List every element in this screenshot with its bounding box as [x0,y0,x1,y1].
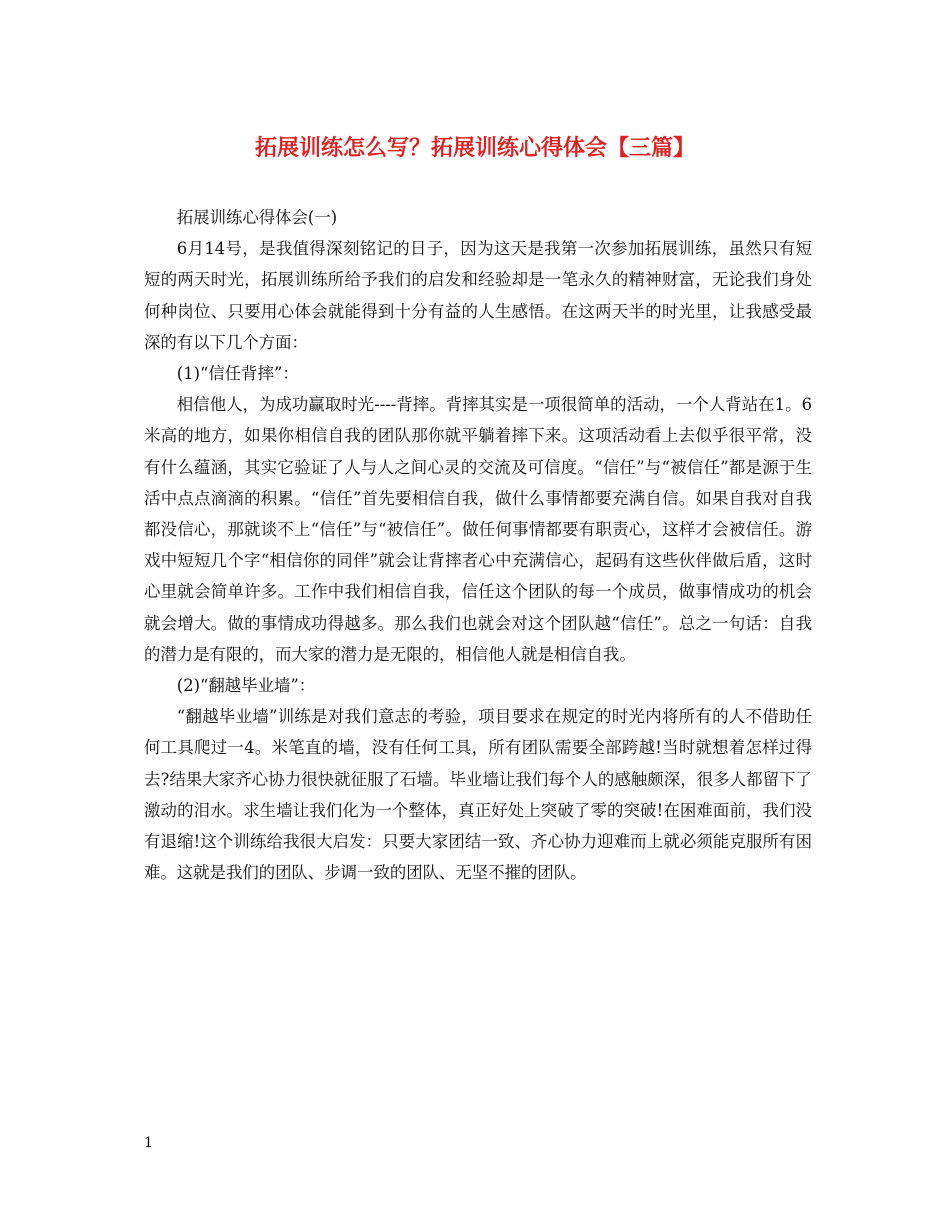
body-paragraph: 6月14号，是我值得深刻铭记的日子，因为这天是我第一次参加拓展训练，虽然只有短短的两天时光，拓展训练所给予我们的启发和经验却是一笔永久的精神财富，无论我们身处何种岗位、只要用心体会就能得到十分有益的人生感悟。在这两天半的时光里，让我感受最深的有以下几个方面： [144,239,812,352]
page-number: 1 [144,1135,153,1151]
document-body [144,202,812,888]
body-paragraph: 相信他人，为成功赢取时光----背摔。背摔其实是一项很简单的活动，一个人背站在1。6米高的地方，如果你相信自我的团队那你就平躺着摔下来。这项活动看上去似乎很平常，没有什么蕴涵，其实它验证了人与人之间心灵的交流及可信度。“信任”与“被信任”都是源于生活中点点滴滴的积累。“信任”首先要相信自我，做什么事情都要充满自信。如果自我对自我都没信心，那就谈不上“信任”与“被信任”。做任何事情都要有职责心，这样才会被信任。游戏中短短几个字“相信你的同伴”就会让背摔者心中充满信心，起码有这些伙伴做后盾，这时心里就会简单许多。工作中我们相信自我，信任这个团队的每一个成员，做事情成功的机会就会增大。做的事情成功得越多。那么我们也就会对这个团队越“信任”。总之一句话：自我的潜力是有限的，而大家的潜力是无限的，相信他人就是相信自我。 [144,395,812,664]
subsection-heading-trust-fall: (1)“信任背摔”： [176,364,299,384]
body-paragraph: “翻越毕业墙”训练是对我们意志的考验，项目要求在规定的时光内将所有的人不借助任何工具爬过一4。米笔直的墙，没有任何工具，所有团队需要全部跨越!当时就想着怎样过得去?结果大家齐心协力很快就征服了石墙。毕业墙让我们每个人的感触颇深，很多人都留下了激动的泪水。求生墙让我们化为一个整体，真正好处上突破了零的突破!在困难面前，我们没有退缩!这个训练给我很大启发：只要大家团结一致、齐心协力迎难而上就必须能克服所有困难。这就是我们的团队、步调一致的团队、无坚不摧的团队。 [144,707,812,883]
section-heading-1: 拓展训练心得体会(一) [176,208,338,227]
document-title: 拓展训练怎么写？拓展训练心得体会【三篇】 [254,135,695,161]
subsection-heading-wall: (2)“翻越毕业墙”： [176,676,316,696]
